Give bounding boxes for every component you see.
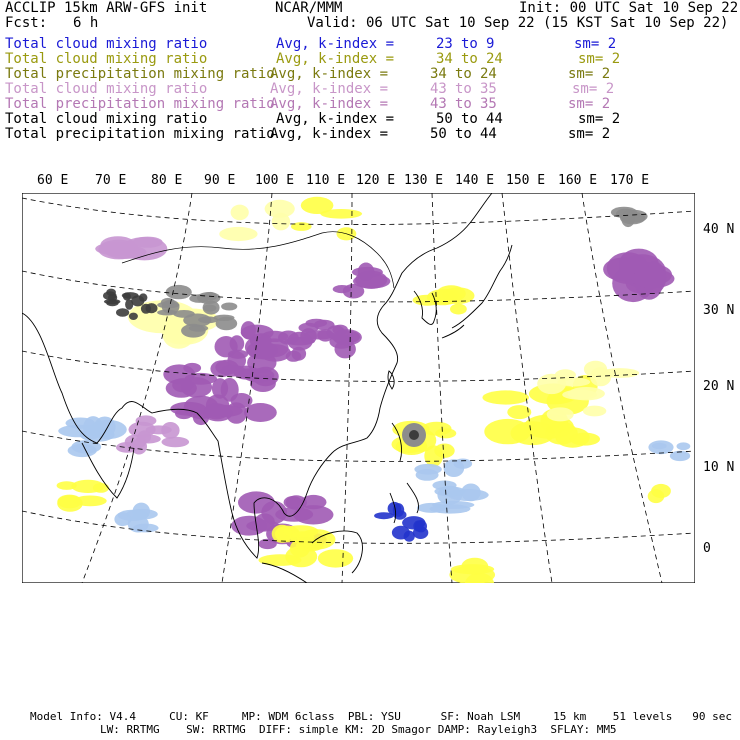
legend-k-end: 35 (480, 81, 497, 97)
longitude-tick-label: 70 E (95, 173, 127, 188)
field-blob (272, 525, 292, 543)
legend-to: to (461, 36, 478, 52)
field-blob (272, 213, 290, 231)
field-blob (286, 351, 302, 362)
longitude-tick-label: 80 E (151, 173, 183, 188)
legend-smoothing: sm= 2 (568, 126, 611, 142)
field-blob (157, 310, 177, 316)
longitude-tick-label: 60 E (37, 173, 69, 188)
init-time: Init: 00 UTC Sat 10 Sep 22 (519, 0, 739, 16)
field-blob (583, 406, 606, 417)
field-blob (100, 236, 135, 254)
field-blob (434, 486, 465, 496)
field-blob (568, 387, 605, 400)
field-blob (261, 501, 287, 524)
model-title: ACCLIP 15km ARW-GFS init (5, 0, 208, 16)
field-blob (183, 363, 201, 373)
legend-avg-label: Avg, k-index = (276, 111, 395, 127)
legend-to: to (455, 81, 472, 97)
longitude-tick-label: 150 E (506, 173, 546, 188)
legend-to: to (461, 51, 478, 67)
field-blob (392, 526, 410, 540)
legend-field-name: Total cloud mixing ratio (5, 81, 208, 97)
field-blob (221, 303, 237, 311)
legend-k-end: 24 (480, 66, 497, 82)
latitude-tick-label: 40 N (703, 222, 735, 237)
field-blob (241, 321, 256, 339)
field-blob (450, 304, 467, 315)
field-blob (547, 407, 574, 421)
field-blob (677, 442, 691, 450)
legend-avg-label: Avg, k-index = (276, 36, 395, 52)
field-blob (146, 425, 172, 434)
field-blob (139, 293, 147, 301)
legend-to: to (455, 126, 472, 142)
typhoon-eye (409, 430, 419, 440)
forecast-map (22, 193, 695, 583)
legend-smoothing: sm= 2 (572, 81, 615, 97)
legend-k-start: 43 (430, 81, 447, 97)
legend-smoothing: sm= 2 (568, 66, 611, 82)
field-blob (161, 298, 175, 307)
legend-k-end: 44 (486, 111, 503, 127)
physics-info-line: LW: RRTMG SW: RRTMG DIFF: simple KM: 2D Smagor DAMP: Rayleigh3 SFLAY: MM5 (100, 723, 617, 736)
longitude-tick-label: 170 E (610, 173, 650, 188)
field-blob (570, 433, 600, 446)
legend-field-name: Total precipitation mixing ratio (5, 126, 275, 142)
field-blob (507, 405, 531, 419)
legend-to: to (455, 96, 472, 112)
legend-field-name: Total cloud mixing ratio (5, 36, 208, 52)
field-blob (557, 378, 590, 387)
legend-field-name: Total precipitation mixing ratio (5, 96, 275, 112)
field-blob (90, 420, 127, 439)
longitude-tick-label: 140 E (455, 173, 495, 188)
longitude-tick-label: 160 E (558, 173, 598, 188)
legend-k-start: 34 (436, 51, 453, 67)
longitude-tick-label: 120 E (356, 173, 396, 188)
valid-time: Valid: 06 UTC Sat 10 Sep 22 (15 KST Sat 10 Sep 22) (307, 15, 729, 31)
legend-to: to (461, 111, 478, 127)
latitude-tick-label: 10 N (703, 460, 735, 475)
field-blob (74, 496, 107, 507)
legend-smoothing: sm= 2 (574, 36, 617, 52)
field-blob (116, 308, 129, 317)
legend-k-end: 24 (486, 51, 503, 67)
field-blob (413, 295, 443, 306)
forecast-hour: 6 h (73, 15, 99, 31)
field-blob (482, 390, 529, 404)
field-blob (358, 263, 375, 281)
field-blob (197, 292, 220, 304)
field-blob (451, 564, 494, 574)
legend-to: to (455, 66, 472, 82)
field-blob (416, 469, 439, 481)
model-info-line: Model Info: V4.4 CU: KF MP: WDM 6class PBL: YSU SF: Noah LSM 15 km 51 levels 90 sec (30, 710, 732, 723)
field-blob (66, 418, 95, 429)
field-blob (133, 237, 163, 248)
legend-avg-label: Avg, k-index = (270, 126, 389, 142)
field-blob (444, 459, 465, 477)
field-blob (114, 512, 131, 526)
field-blob (432, 501, 474, 509)
longitude-tick-label: 90 E (204, 173, 236, 188)
legend-k-end: 44 (480, 126, 497, 142)
legend-smoothing: sm= 2 (578, 51, 621, 67)
latitude-tick-label: 20 N (703, 379, 735, 394)
legend-avg-label: Avg, k-index = (270, 66, 389, 82)
legend-field-name: Total cloud mixing ratio (5, 51, 208, 67)
legend-k-start: 50 (436, 111, 453, 127)
field-blob (320, 209, 362, 219)
legend-field-name: Total cloud mixing ratio (5, 111, 208, 127)
field-blob (125, 299, 133, 310)
field-blob (172, 378, 193, 392)
legend-field-name: Total precipitation mixing ratio (5, 66, 275, 82)
field-blob (300, 328, 317, 344)
field-blob (631, 269, 674, 288)
latitude-tick-label: 30 N (703, 303, 735, 318)
legend-k-start: 34 (430, 66, 447, 82)
field-blob (219, 227, 257, 241)
legend-avg-label: Avg, k-index = (270, 81, 389, 97)
field-blob (183, 314, 211, 327)
field-blob (129, 313, 138, 320)
field-blob (318, 549, 353, 567)
field-blob (141, 304, 151, 314)
field-blob (104, 299, 120, 304)
legend-smoothing: sm= 2 (568, 96, 611, 112)
legend-avg-label: Avg, k-index = (270, 96, 389, 112)
field-blob (216, 317, 238, 331)
field-blob (71, 480, 104, 493)
latitude-tick-label: 0 (703, 541, 711, 556)
longitude-tick-label: 130 E (404, 173, 444, 188)
forecast-label: Fcst: (5, 15, 48, 31)
legend-smoothing: sm= 2 (578, 111, 621, 127)
field-blob (162, 437, 190, 448)
field-blob (648, 489, 665, 503)
field-blob (616, 209, 635, 219)
field-blob (291, 222, 312, 231)
field-blob (415, 520, 427, 532)
legend-avg-label: Avg, k-index = (276, 51, 395, 67)
longitude-tick-label: 110 E (306, 173, 346, 188)
longitude-tick-label: 100 E (255, 173, 295, 188)
field-blob (301, 495, 327, 509)
legend-k-end: 35 (480, 96, 497, 112)
field-blob (231, 205, 249, 221)
field-blob (600, 368, 639, 378)
field-blob (434, 444, 454, 458)
field-blob (206, 394, 230, 417)
field-blob (333, 285, 351, 293)
legend-k-start: 23 (436, 36, 453, 52)
center-label: NCAR/MMM (275, 0, 343, 16)
legend-k-end: 9 (486, 36, 495, 52)
legend-k-start: 43 (430, 96, 447, 112)
field-blob (133, 524, 159, 533)
legend-k-start: 50 (430, 126, 447, 142)
field-blob (484, 419, 531, 444)
field-blob (166, 285, 192, 299)
field-blob (231, 516, 267, 536)
